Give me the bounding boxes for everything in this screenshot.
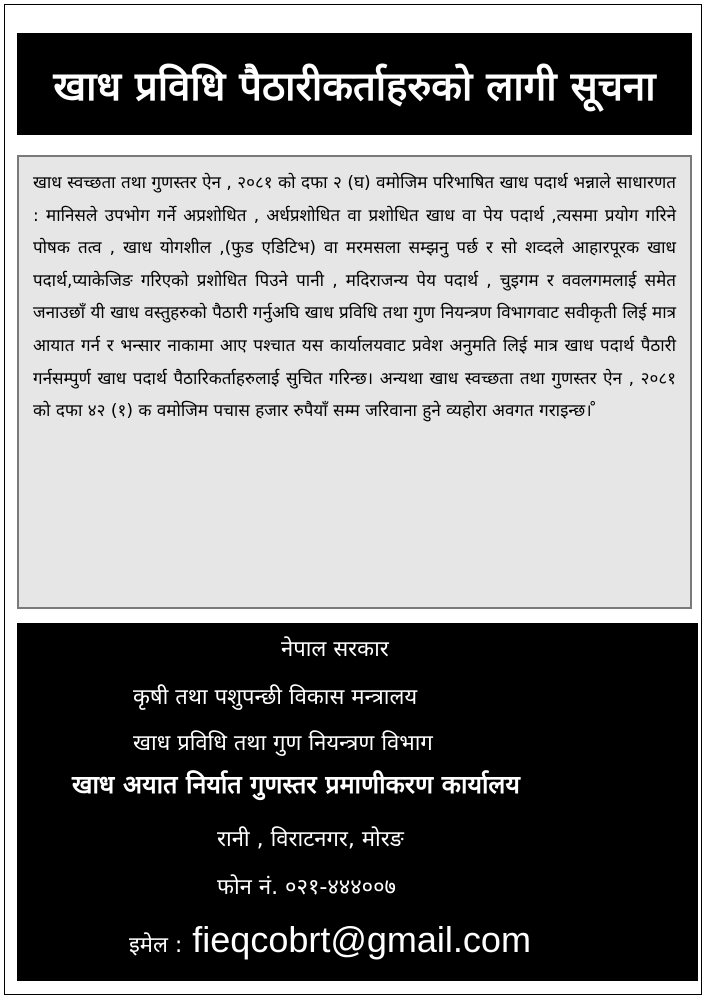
title-banner xyxy=(17,33,692,135)
department-name: खाध प्रविधि तथा गुण नियन्त्रण विभाग xyxy=(133,731,433,756)
notice-body-text: खाध स्वच्छता तथा गुणस्तर ऐन , २०८१ को दफा २ (घ) वमोजिम परिभाषित खाध पदार्थ भन्नाले साधारणत : मानिसले उपभोग गर्ने अप्रशोधित , अर्धप्रशोधित वा प्रशोधित खाध वा पेय पदार्थ ,त्यसमा प्रयोग गरिने पोषक तत्व , खाध योगशील ,(फुड एडिटिभ) वा मरमसला सम्झनु पर्छ र सो शव्दले आहारपूरक खाध पदार्थ,प्याकेजिङ गरिएको प्रशोधित पिउने पानी , मदिराजन्य पेय पदार्थ , चुइगम र ववलगमलाई समेत जनाउछाँ यी खाध वस्तुहरुको पैठारी गर्नुअघि खाध प्रविधि तथा गुण नियन्त्रण विभागवाट सवीकृती लिई मात्र आयात गर्न र भन्सार नाकामा आए पश्चात यस कार्यालयवाट प्रवेश अनुमति लिई मात्र खाध पदार्थ पैठारी गर्नसम्पुर्ण खाध पदार्थ पैठारिकर्ताहरुलाई सुचित गरिन्छ। अन्यथा खाध स्वच्छता तथा गुणस्तर ऐन , २०८१ को दफा ४२ (१) क वमोजिम पचास हजार रुपैयाँ सम्म जरिवाना हुने व्यहोरा अवगत गराइन्छ। ̊ xyxy=(33,173,676,422)
notice-title: खाध प्रविधि पैठारीकर्ताहरुको लागी सूचना xyxy=(53,63,656,110)
ministry-name: कृषी तथा पशुपन्छी विकास मन्त्रालय xyxy=(133,685,418,710)
office-phone: फोन नं. ०२१-४४४००७ xyxy=(217,875,396,900)
office-address: रानी , विराटनगर, मोरङ xyxy=(217,827,404,852)
office-name: खाध अयात निर्यात गुणस्तर प्रमाणीकरण कार्यालय xyxy=(72,770,520,799)
issuer-footer xyxy=(17,623,698,981)
notice-box xyxy=(17,155,692,609)
email-label: इमेल : xyxy=(129,933,183,958)
government-name: नेपाल सरकार xyxy=(281,637,389,662)
email-address[interactable]: fieqcobrt@gmail.com xyxy=(192,919,531,960)
email-row xyxy=(129,919,531,961)
